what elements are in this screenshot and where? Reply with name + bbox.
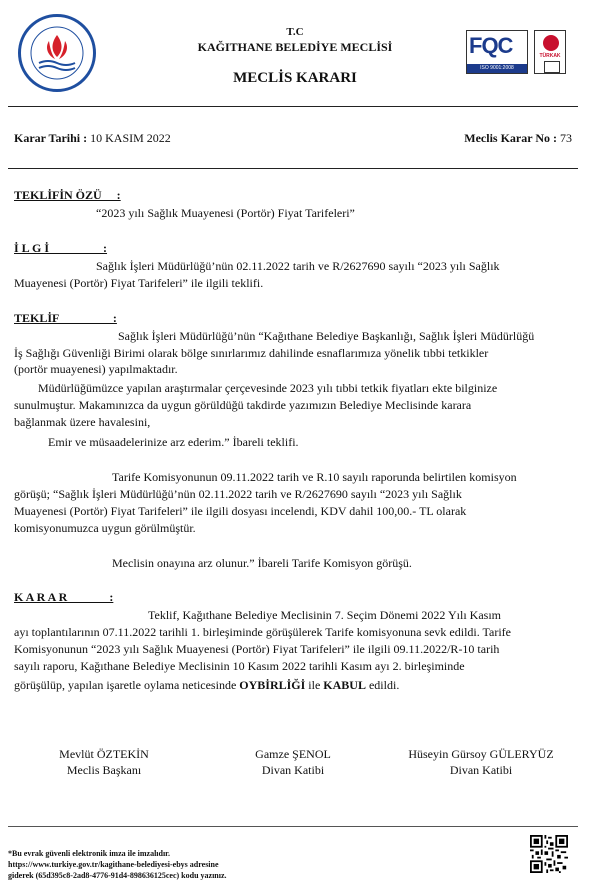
footer-verify-code: giderek (65d395c8-2ad8-4776-91d4-898636125cec) kodu yazınız. <box>8 871 227 880</box>
municipality-logo-graphic <box>21 17 93 89</box>
signature-block <box>24 746 184 778</box>
footer-divider <box>8 826 578 827</box>
ilgi-line-2: Muayenesi (Portör) Fiyat Tarifeleri” ile ilgili teklifi. <box>14 276 264 290</box>
municipality-logo <box>18 14 96 92</box>
decision-date <box>14 131 171 146</box>
signature-role: Divan Katibi <box>261 763 325 777</box>
karar-line-5-with: ile <box>305 678 324 692</box>
commission-line-1: Tarife Komisyonunun 09.11.2022 tarih ve R.10 sayılı raporunda belirtilen komisyon <box>112 470 517 484</box>
karar-line-5-end: edildi. <box>365 678 400 692</box>
signature-name: Hüseyin Gürsoy GÜLERYÜZ <box>408 747 554 761</box>
section-head-ilgi: İ L G İ : <box>14 241 108 255</box>
signature-name: Mevlüt ÖZTEKİN <box>59 747 149 761</box>
turkak-logo <box>534 30 566 74</box>
result-accepted: KABUL <box>323 678 366 692</box>
section-head-teklif: TEKLİF : <box>14 311 117 325</box>
signature-block <box>390 746 572 778</box>
header-divider <box>8 106 578 107</box>
karar-line-4: sayılı raporu, Kağıthane Belediye Meclisinin 10 Kasım 2022 tarihli Kasım ayı 2. birleşiminde <box>14 659 465 673</box>
karar-line-2: ayı toplantılarının 07.11.2022 tarihli 1. birleşiminde görüşülerek Tarife komisyonuna sevk edildi. Tarife <box>14 625 511 639</box>
qr-code-icon <box>530 835 568 873</box>
result-unanimous: OYBİRLİĞİ <box>239 678 306 692</box>
ilgi-line-1: Sağlık İşleri Müdürlüğü’nün 02.11.2022 tarih ve R/2627690 sayılı “2023 yılı Sağlık <box>96 259 500 273</box>
signature-role: Meclis Başkanı <box>66 763 142 777</box>
header-council-name: KAĞITHANE BELEDİYE MECLİSİ <box>197 40 393 54</box>
signature-name: Gamze ŞENOL <box>255 747 331 761</box>
decision-number <box>464 131 572 146</box>
teklif-line-3: (portör muayenesi) yapılmaktadır. <box>14 362 178 376</box>
teklif-line-6: bağlanmak üzere havalesini, <box>14 415 151 429</box>
teklif-line-7: Emir ve müsaadelerinize arz ederim.” İbareli teklifi. <box>48 435 299 449</box>
karar-line-3: Komisyonunun “2023 yılı Sağlık Muayenesi (Portör) Fiyat Tarifeleri” ile ilgili 09.11.2022/R-10 tarih <box>14 642 500 656</box>
decision-number-label: Meclis Karar No : <box>464 131 557 145</box>
signature-block <box>213 746 373 778</box>
page-title: MECLİS KARARI <box>233 70 357 86</box>
footer-esign-note: *Bu evrak güvenli elektronik imza ile imzalıdır. <box>8 849 170 858</box>
section-head-karar: K A R A R : <box>14 590 114 604</box>
meta-divider <box>8 168 578 169</box>
section-head-oz: TEKLİFİN ÖZÜ : <box>14 188 121 202</box>
decision-number-value: 73 <box>560 131 572 145</box>
decision-date-value: 10 KASIM 2022 <box>90 131 171 145</box>
teklif-line-5: sunulmuştur. Makamınızca da uygun görüldüğü takdirde yazımızın Belediye Meclisinde karara <box>14 398 472 412</box>
karar-line-5 <box>14 677 399 693</box>
footer-verify-url: https://www.turkiye.gov.tr/kagithane-belediyesi-ebys adresine <box>8 860 219 869</box>
fqc-logo-text: FQC <box>469 33 513 58</box>
commission-line-3: Muayenesi (Portör) Fiyat Tarifeleri” ile ilgili dosyası incelendi, KDV dahil 100,00.- TL olarak <box>14 504 467 518</box>
fqc-certification-logo <box>466 30 528 74</box>
teklif-line-1: Sağlık İşleri Müdürlüğü’nün “Kağıthane Belediye Başkanlığı, Sağlık İşleri Müdürlüğü <box>118 329 535 343</box>
header-line-tc: T.C <box>286 26 304 38</box>
commission-line-4: komisyonumuzca uygun görülmüştür. <box>14 521 196 535</box>
teklif-line-2: İş Sağlığı Güvenliği Birimi olarak bölge sınırlarımız dahilinde esnaflarımıza yönelik tıbbi tetkikler <box>14 346 489 360</box>
fqc-iso-text: ISO 9001:2008 <box>467 64 527 73</box>
teklif-line-4: Müdürlüğümüzce yapılan araştırmalar çerçevesinde 2023 yılı tıbbi tetkik fiyatları ekte bilginize <box>38 381 498 395</box>
turkak-logo-text: TÜRKAK <box>539 53 561 59</box>
karar-line-5-text: görüşülüp, yapılan işaretle oylama neticesinde <box>14 678 240 692</box>
signature-role: Divan Katibi <box>449 763 513 777</box>
commission-line-2: görüşü; “Sağlık İşleri Müdürlüğü’nün 02.11.2022 tarih ve R/2627690 sayılı “2023 yılı Sağlık <box>14 487 462 501</box>
decision-date-label: Karar Tarihi : <box>14 131 88 145</box>
turkak-check-icon <box>544 61 560 73</box>
oz-text: “2023 yılı Sağlık Muayenesi (Portör) Fiyat Tarifeleri” <box>96 206 355 220</box>
commission-line-5: Meclisin onayına arz olunur.” İbareli Tarife Komisyon görüşü. <box>112 556 412 570</box>
turkak-emblem-icon <box>543 35 559 51</box>
karar-line-1: Teklif, Kağıthane Belediye Meclisinin 7. Seçim Dönemi 2022 Yılı Kasım <box>148 608 501 622</box>
